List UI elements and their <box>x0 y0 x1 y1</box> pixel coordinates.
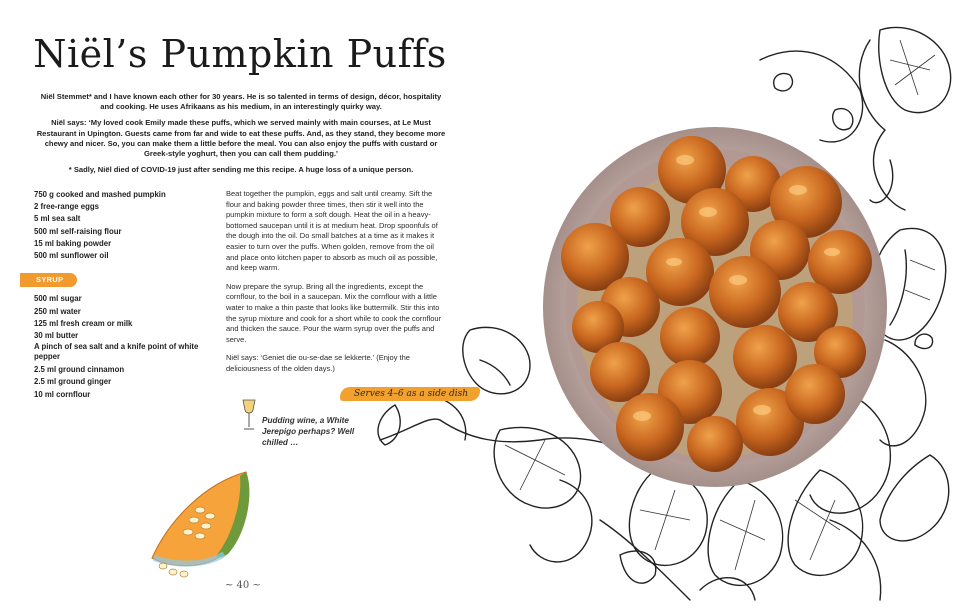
syrup-ingredient-item: 30 ml butter <box>34 331 79 341</box>
pumpkin-puffs-bowl-photo <box>540 122 890 492</box>
ingredient-item: 750 g cooked and mashed pumpkin <box>34 190 166 199</box>
ingredients-list <box>34 189 209 401</box>
syrup-badge: SYRUP <box>20 273 77 287</box>
intro-paragraph: Niël says: ‘My loved cook Emily made these puffs, which we served mainly with main courses, at Le Must Restaurant in Upington. Guests came from far and wide to eat these puffs. And, as they stand, they become more chewy and nicer. So, you can make them a little before the meal. You can also enjoy the puffs with custard or Greek-style yoghurt, then you can call them pudding.’ <box>36 118 446 159</box>
method-paragraph: Now prepare the syrup. Bring all the ingredients, except the cornflour, to the boil in a saucepan. Mix the cornflour with a little water to make a thin paste that looks like buttermilk. Stir this into the syrup mixture and cook for a short while to cook the cornflour and thicken the sauce. Pour the warm syrup over the puffs and serve. <box>226 281 442 344</box>
ingredient-item: 15 ml baking powder <box>34 238 112 248</box>
syrup-ingredient-item: A pinch of sea salt and a knife point of white pepper <box>34 342 199 362</box>
intro-text <box>34 92 448 181</box>
syrup-ingredient-item: 125 ml fresh cream or milk <box>34 318 133 328</box>
syrup-ingredient-item: 2.5 ml ground ginger <box>34 377 112 387</box>
wine-pairing-note: Pudding wine, a White Jerepigo perhaps? Well chilled … <box>262 416 355 447</box>
method-text <box>226 189 444 383</box>
method-paragraph: Beat together the pumpkin, eggs and salt until creamy. Sift the flour and baking powder three times, then stir it well into the pumpkin mixture to form a soft dough. Heat the oil in a heavy-bottomed saucepan until it is at medium heat. Drop spoonfuls of the dough into the oil. Do small batches at a time as it makes it easier to turn over the puffs. When golden, remove from the oil and place onto kitchen paper to absorb as much oil as possible, and keep warm. <box>226 189 438 273</box>
serves-badge: Serves 4–6 as a side dish <box>340 387 480 401</box>
intro-paragraph: Niël Stemmet* and I have known each other for 30 years. He is so talented in terms of design, décor, hospitality and cooking. He uses Afrikaans as his medium, in an interestingly quirky way. <box>40 92 442 112</box>
syrup-ingredient-item: 250 ml water <box>34 306 81 316</box>
syrup-ingredient-item: 2.5 ml ground cinnamon <box>34 365 125 375</box>
wine-glass-icon <box>241 398 257 432</box>
recipe-title: Niël’s Pumpkin Puffs <box>33 32 447 76</box>
page-number: ~ 40 ~ <box>225 580 261 591</box>
method-paragraph: Niël says: ‘Geniet die ou-se-dae se lekkerte.’ (Enjoy the deliciousness of the olden days.) <box>226 353 410 373</box>
syrup-ingredient-item: 10 ml cornflour <box>34 389 91 399</box>
ingredient-item: 500 ml sunflower oil <box>34 251 109 261</box>
syrup-ingredient-item: 500 ml sugar <box>34 294 82 304</box>
ingredient-item: 5 ml sea salt <box>34 214 81 224</box>
ingredient-item: 500 ml self-raising flour <box>34 226 122 236</box>
pumpkin-slice-illustration <box>148 462 258 582</box>
intro-footnote: * Sadly, Niël died of COVID-19 just after sending me this recipe. A huge loss of a unique person. <box>68 165 414 175</box>
ingredient-item: 2 free-range eggs <box>34 202 99 212</box>
